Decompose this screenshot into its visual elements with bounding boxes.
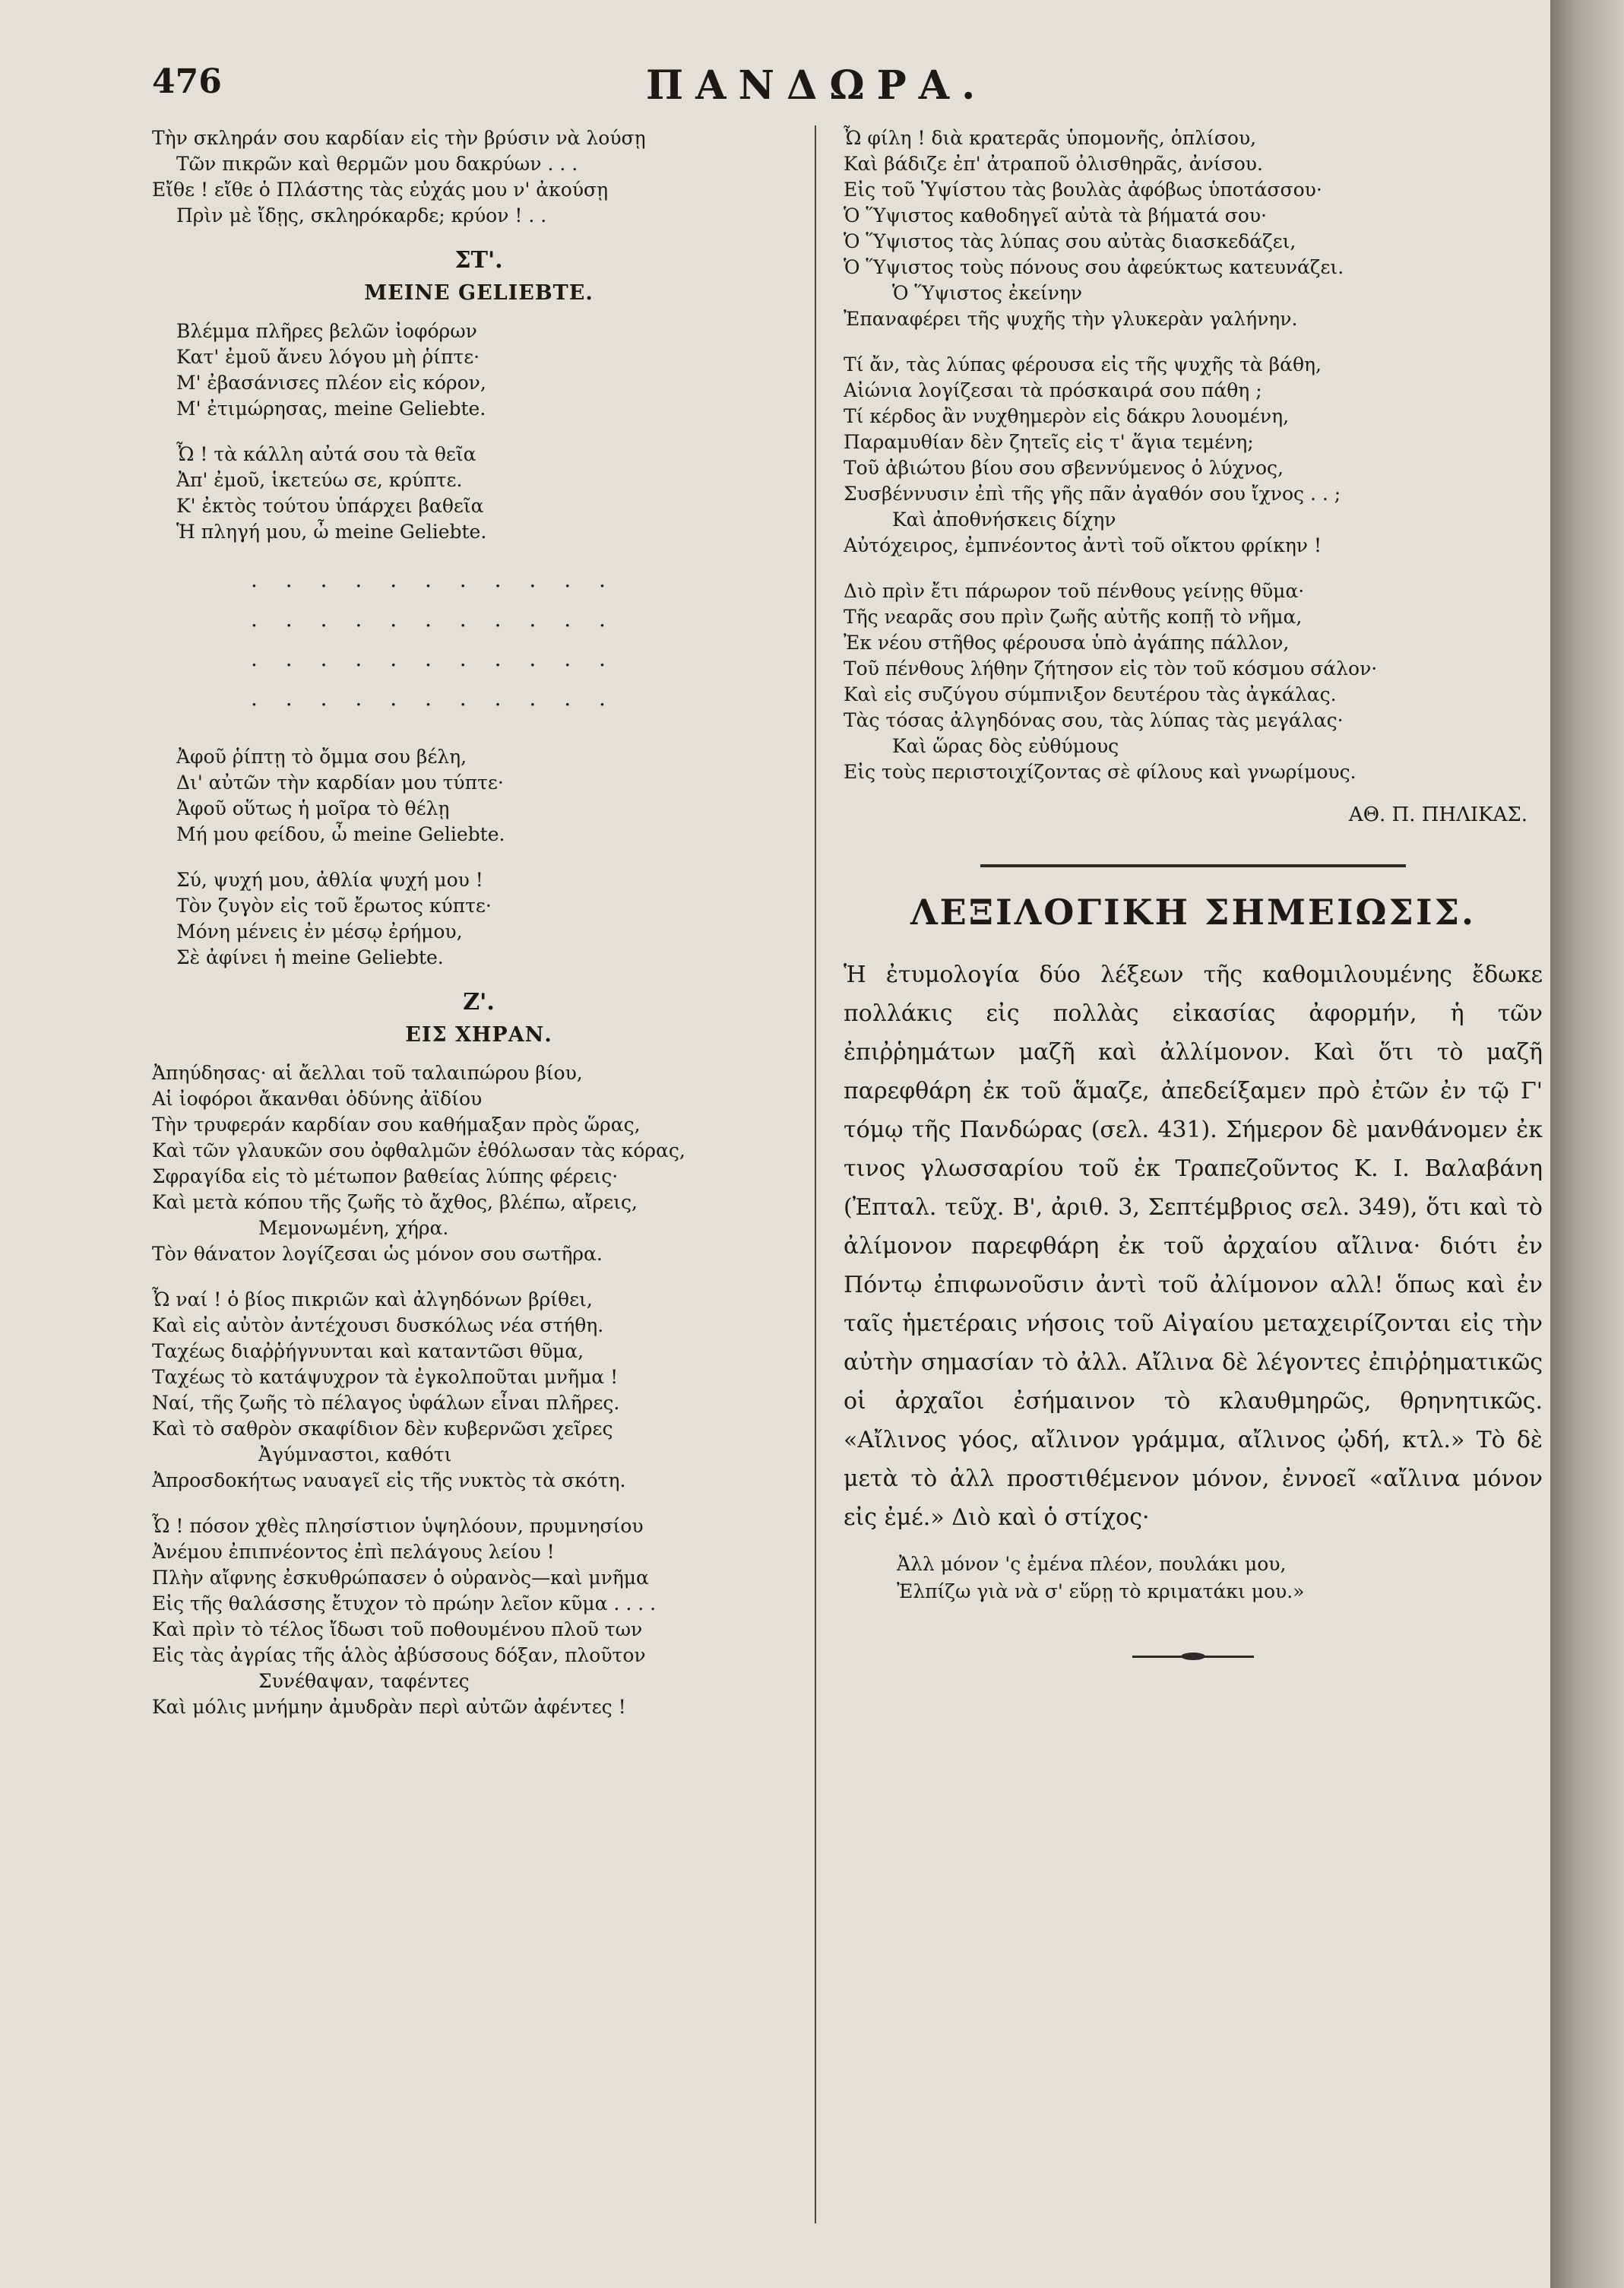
- verse-line: Ἐπαναφέρει τῆς ψυχῆς τὴν γλυκερὰν γαλήνην.: [844, 308, 1298, 330]
- section-number: ΣΤ'.: [454, 247, 503, 274]
- article-title: ΛΕΞΙΛΟΓΙΚΗ ΣΗΜΕΙΩΣΙΣ.: [910, 892, 1477, 933]
- poem-end: [152, 125, 806, 229]
- page-edge-shadow: [1550, 0, 1624, 2288]
- dot-row: . . . . . . . . . . .: [251, 686, 616, 711]
- verse-line: Ἀπ' ἐμοῦ, ἱκετεύω σε, κρύπτε.: [176, 469, 463, 491]
- verse-line: Βλέμμα πλῆρες βελῶν ἰοφόρων: [176, 320, 477, 342]
- dot-row: . . . . . . . . . . .: [251, 607, 616, 632]
- verse-line: Πλὴν αἴφνης ἐσκυθρώπασεν ὁ οὐρανὸς—καὶ μνῆμα: [152, 1567, 649, 1589]
- verse-line: Εἴθε ! εἴθε ὁ Πλάστης τὰς εὐχάς μου ν' ἀκούσῃ: [152, 179, 609, 201]
- verse-line: Τὴν σκληράν σου καρδίαν εἰς τὴν βρύσιν νὰ λούσῃ: [152, 127, 646, 149]
- left-column: [152, 125, 806, 1720]
- verse-line: Ὦ ! τὰ κάλλη αὐτά σου τὰ θεῖα: [176, 443, 476, 465]
- verse-line: Καὶ εἰς αὐτὸν ἀντέχουσι δυσκόλως νέα στήθη.: [152, 1314, 604, 1336]
- verse-line: Ὁ Ὕψιστος τὰς λύπας σου αὐτὰς διασκεδάζει,: [844, 230, 1296, 252]
- verse-line: Εἰς τοὺς περιστοιχίζοντας σὲ φίλους καὶ γνωρίμους.: [844, 761, 1356, 783]
- verse-line: Ἀπηύδησας· αἱ ἄελλαι τοῦ ταλαιπώρου βίου,: [152, 1062, 583, 1084]
- verse-line: Εἰς τὰς ἀγρίας τῆς ἁλὸς ἀβύσσους δόξαν, πλοῦτον: [152, 1644, 646, 1666]
- verse-line: Τὸν θάνατον λογίζεσαι ὡς μόνον σου σωτῆρα.: [152, 1243, 603, 1265]
- verse-line: Συσβέννυσιν ἐπὶ τῆς γῆς πᾶν ἀγαθόν σου ἴχνος . . ;: [844, 483, 1341, 505]
- verse-line: Καὶ μετὰ κόπου τῆς ζωῆς τὸ ἄχθος, βλέπω, αἴρεις,: [152, 1191, 638, 1213]
- verse-line: Ἐκ νέου στῆθος φέρουσα ὑπὸ ἀγάπης πάλλον,: [844, 632, 1290, 654]
- verse-line: Τί ἄν, τὰς λύπας φέρουσα εἰς τῆς ψυχῆς τὰ βάθη,: [844, 353, 1322, 376]
- section-title: ΕΙΣ ΧΗΡΑΝ.: [405, 1023, 552, 1047]
- ellipsis-block: [152, 560, 806, 718]
- verse-line: Μ' ἐτιμώρησας, meine Geliebte.: [176, 398, 486, 420]
- verse-line: Μ' ἐβασάνισες πλέον εἰς κόρον,: [176, 372, 486, 394]
- verse-line: Τί κέρδος ἂν νυχθημερὸν εἰς δάκρυ λουομένη,: [844, 405, 1290, 427]
- stanza: [152, 318, 806, 422]
- verse-line: Αἰώνια λογίζεσαι τὰ πρόσκαιρά σου πάθη ;: [844, 379, 1262, 401]
- verse-line: Ὁ Ὕψιστος τοὺς πόνους σου ἀφεύκτως κατευνάζει.: [844, 256, 1344, 278]
- verse-line: Τὴν τρυφεράν καρδίαν σου καθήμαξαν πρὸς ὥρας,: [152, 1114, 641, 1136]
- verse-line: Ταχέως τὸ κατάψυχρον τὰ ἐγκολποῦται μνῆμα !: [152, 1366, 619, 1388]
- author-signature: ΑΘ. Π. ΠΗΛΙΚΑΣ.: [1348, 803, 1527, 826]
- verse-line: Μεμονωμένη, χήρα.: [258, 1217, 449, 1239]
- end-ornament: [1132, 1651, 1254, 1662]
- verse-line: Καὶ ἀποθνήσκεις δίχην: [892, 509, 1116, 531]
- article-body: Ἡ ἐτυμολογία δύο λέξεων τῆς καθομιλουμένης ἔδωκε πολλάκις εἰς πολλὰς εἰκασίας ἀφορμήν, ἡ τῶν ἐπιῤῥημάτων μαζῆ καὶ ἀλλίμονον. Καὶ ὅτι τὸ μαζῆ παρεφθάρη ἐκ τοῦ ἅμαζε, ἀπεδείξαμεν πρὸ ἐτῶν ἐν τῷ Γ' τόμῳ τῆς Πανδώρας (σελ. 431). Σήμερον δὲ μανθάνομεν ἐκ τινος γλωσσαρίου τοῦ ἐκ Τραπεζοῦντος Κ. Ι. Βαλαβάνη (Ἐπταλ. τεῦχ. Β', ἀριθ. 3, Σεπτέμβριος σελ. 349), ὅτι καὶ τὸ ἀλίμονον παρεφθάρη ἐκ τοῦ ἀρχαίου αἴλινα· διότι ἐν Πόντῳ ἐπιφωνοῦσιν ἀντὶ τοῦ ἀλίμονον αλλ! ὅπως καὶ ἐν ταῖς ἡμετέραις νήσοις τοῦ Αἰγαίου μεταχειρίζονται εἰς τὴν αὐτὴν σημασίαν τὸ ἀλλ. Αἴλινα δὲ λέγοντες ἐπιῤῥηματικῶς οἱ ἀρχαῖοι ἐσήμαινον τὸ κλαυθμηρῶς, θρηνητικῶς. «Αἴλινος γόος, αἴλινον γράμμα, αἴλινος ᾠδή, κτλ.» Τὸ δὲ μετὰ τὸ ἀλλ προστιθέμενον μόνον, ἐννοεῖ «αἴλινα μόνον εἰς ἐμέ.» Διὸ καὶ ὁ στίχος·: [844, 962, 1543, 1531]
- verse-line: Εἰς τοῦ Ὑψίστου τὰς βουλὰς ἀφόβως ὑποτάσσου·: [844, 179, 1322, 201]
- quoted-verse: [844, 1551, 1543, 1605]
- verse-line: Ταχέως διαῤῥήγνυνται καὶ καταντῶσι θῦμα,: [152, 1340, 584, 1362]
- verse-line: Καὶ ὥρας δὸς εὐθύμους: [892, 735, 1119, 757]
- verse-line: Ἀγύμναστοι, καθότι: [258, 1443, 452, 1466]
- verse-line: Αὐτόχειρος, ἐμπνέοντος ἀντὶ τοῦ οἴκτου φρίκην !: [844, 534, 1322, 556]
- verse-line: Τῶν πικρῶν καὶ θερμῶν μου δακρύων . . .: [176, 153, 578, 175]
- stanza: [844, 125, 1543, 332]
- stanza: [152, 1513, 806, 1720]
- verse-line: Καὶ βάδιζε ἐπ' ἀτραποῦ ὀλισθηρᾶς, ἀνίσου.: [844, 153, 1263, 175]
- verse-line: Σύ, ψυχή μου, ἀθλία ψυχή μου !: [176, 869, 483, 891]
- verse-line: Τοῦ ἀβιώτου βίου σου σβεννύμενος ὁ λύχνος,: [844, 457, 1284, 479]
- verse-line: Ἀνέμου ἐπιπνέοντος ἐπὶ πελάγους λείου !: [152, 1541, 555, 1563]
- verse-line: Καὶ τὸ σαθρὸν σκαφίδιον δὲν κυβερνῶσι χεῖρες: [152, 1418, 613, 1440]
- verse-line: Ὁ Ὕψιστος ἐκείνην: [892, 282, 1082, 304]
- verse-line: Τὰς τόσας ἀλγηδόνας σου, τὰς λύπας τὰς μεγάλας·: [844, 709, 1344, 731]
- section-number: Ζ'.: [463, 989, 495, 1016]
- verse-line: Παραμυθίαν δὲν ζητεῖς εἰς τ' ἅγια τεμένη;: [844, 431, 1254, 453]
- verse-line: Αἱ ἰοφόροι ἄκανθαι ὀδύνης ἀϊδίου: [152, 1088, 483, 1110]
- verse-line: Δι' αὐτῶν τὴν καρδίαν μου τύπτε·: [176, 772, 504, 794]
- page-number: 476: [152, 62, 222, 101]
- verse-line: Πρὶν μὲ ἴδῃς, σκληρόκαρδε; κρύον ! . .: [176, 204, 547, 227]
- verse-line: Καὶ τῶν γλαυκῶν σου ὀφθαλμῶν ἐθόλωσαν τὰς κόρας,: [152, 1139, 685, 1161]
- verse-line: Ναί, τῆς ζωῆς τὸ πέλαγος ὑφάλων εἶναι πλῆρες.: [152, 1392, 620, 1414]
- verse-line: Ἀφοῦ ῥίπτῃ τὸ ὄμμα σου βέλη,: [176, 746, 467, 768]
- verse-line: Κ' ἐκτὸς τούτου ὑπάρχει βαθεῖα: [176, 495, 484, 517]
- verse-line: Ἀπροσδοκήτως ναυαγεῖ εἰς τῆς νυκτὸς τὰ σκότη.: [152, 1469, 626, 1491]
- verse-line: Εἰς τῆς θαλάσσης ἔτυχον τὸ πρώην λεῖον κῦμα . . . .: [152, 1592, 657, 1615]
- verse-line: Ἀφοῦ οὕτως ἡ μοῖρα τὸ θέλῃ: [176, 797, 450, 819]
- verse-line: Καὶ πρὶν τὸ τέλος ἴδωσι τοῦ ποθουμένου πλοῦ των: [152, 1618, 643, 1640]
- verse-line: Ὦ ναί ! ὁ βίος πικριῶν καὶ ἀλγηδόνων βρίθει,: [152, 1288, 593, 1310]
- section-title: MEINE GELIEBTE.: [364, 281, 594, 305]
- verse-line: Ὦ φίλη ! διὰ κρατερᾶς ὑπομονῆς, ὁπλίσου,: [844, 127, 1257, 149]
- section-rule: [980, 864, 1406, 867]
- page-header: [152, 62, 1482, 116]
- verse-line: Τοῦ πένθους λήθην ζήτησον εἰς τὸν τοῦ κόσμου σάλον·: [844, 658, 1378, 680]
- stanza: [844, 578, 1543, 785]
- right-column: [844, 125, 1543, 1662]
- journal-title: ΠΑΝΔΩΡΑ.: [646, 62, 988, 109]
- dot-row: . . . . . . . . . . .: [251, 567, 616, 592]
- stanza: [152, 1060, 806, 1267]
- quote-line: Ἀλλ μόνον 'ς ἐμένα πλέον, πουλάκι μου,: [897, 1553, 1287, 1575]
- verse-line: Κατ' ἐμοῦ ἄνευ λόγου μὴ ῥίπτε·: [176, 346, 480, 368]
- quote-line: Ἐλπίζω γιὰ νὰ σ' εὕρῃ τὸ κριματάκι μου.»: [897, 1580, 1305, 1602]
- verse-line: Μή μου φείδου, ὦ meine Geliebte.: [176, 823, 505, 845]
- verse-line: Τὸν ζυγὸν εἰς τοῦ ἔρωτος κύπτε·: [176, 895, 492, 917]
- verse-line: Μόνη μένεις ἐν μέσῳ ἐρήμου,: [176, 921, 463, 943]
- stanza: [844, 352, 1543, 559]
- column-divider: [815, 125, 816, 2223]
- verse-line: Διὸ πρὶν ἔτι πάρωρον τοῦ πένθους γείνῃς θῦμα·: [844, 580, 1305, 602]
- verse-line: Τῆς νεαρᾶς σου πρὶν ζωῆς αὐτῆς κοπῇ τὸ νῆμα,: [844, 606, 1303, 628]
- stanza: [152, 744, 806, 848]
- verse-line: Σφραγίδα εἰς τὸ μέτωπον βαθείας λύπης φέρεις·: [152, 1165, 619, 1187]
- verse-line: Ἡ πληγή μου, ὦ meine Geliebte.: [176, 521, 487, 543]
- verse-line: Συνέθαψαν, ταφέντες: [258, 1670, 470, 1692]
- stanza: [152, 1287, 806, 1494]
- stanza: [152, 867, 806, 971]
- verse-line: Καὶ μόλις μνήμην ἀμυδρὰν περὶ αὐτῶν ἀφέντες !: [152, 1696, 626, 1718]
- verse-line: Ὦ ! πόσον χθὲς πλησίστιον ὑψηλόουν, πρυμνησίου: [152, 1515, 644, 1537]
- verse-line: Σὲ ἀφίνει ἡ meine Geliebte.: [176, 946, 444, 968]
- dot-row: . . . . . . . . . . .: [251, 646, 616, 671]
- verse-line: Καὶ εἰς συζύγου σύμπνιξον δευτέρου τὰς ἀγκάλας.: [844, 683, 1337, 705]
- stanza: [152, 442, 806, 545]
- verse-line: Ὁ Ὕψιστος καθοδηγεῖ αὐτὰ τὰ βήματά σου·: [844, 204, 1267, 227]
